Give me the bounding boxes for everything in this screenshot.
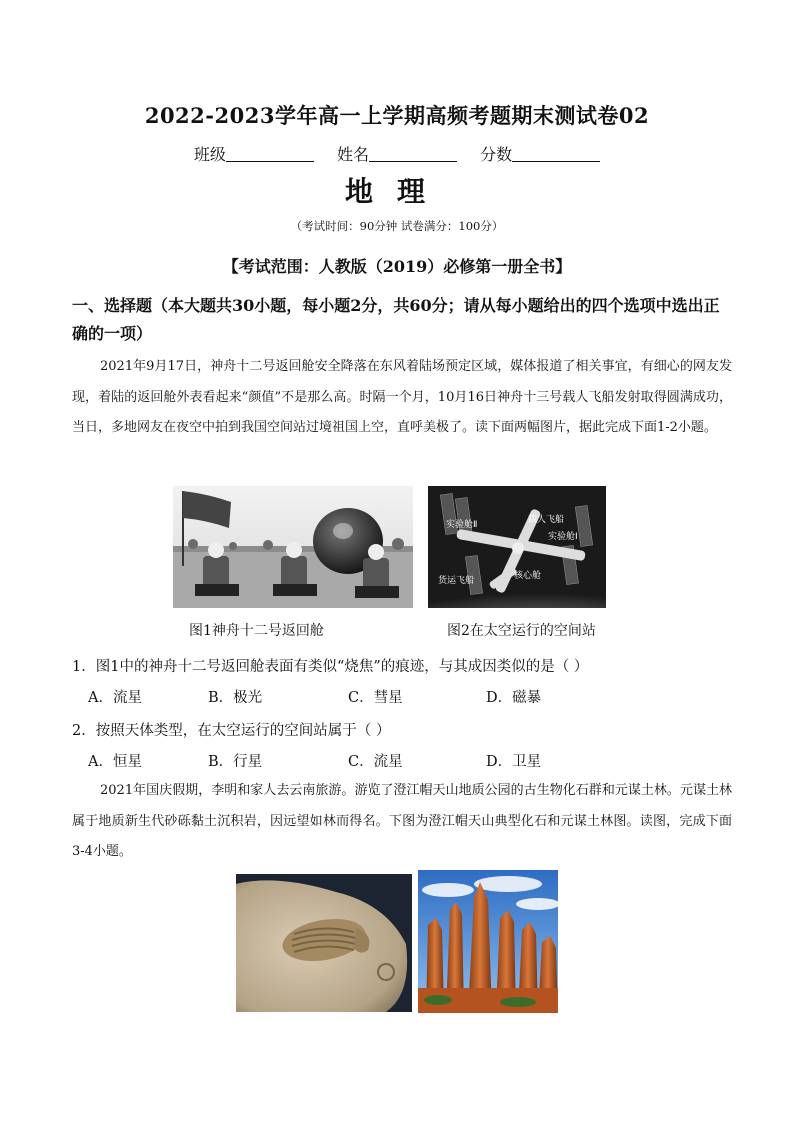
name-label: 姓名 [336, 145, 369, 164]
q2-option-a[interactable]: A．恒星 [88, 754, 142, 770]
question-2-stem: 2．按照天体类型，在太空运行的空间站属于（ ） [72, 723, 391, 739]
name-blank[interactable] [369, 145, 457, 162]
q2-option-b[interactable]: B．行星 [208, 754, 263, 770]
figure-1-caption: 图1神舟十二号返回舱 [189, 623, 324, 639]
passage-1: 2021年9月17日，神舟十二号返回舱安全降落在东风着陆场预定区域，媒体报道了相关事宜，有细心的网友发现，着陆的返回舱外表看起来“颜值”不是那么高。时隔一个月，10月16日神舟十三号载人飞船发射取得圆满成功，当日，多地网友在夜空中拍到我国空间站过境祖国上空，直呼美极了。读下面两幅图片，据此完成下面1-2小题。 [72, 359, 732, 435]
label-crew-ship: 载人飞船 [528, 515, 565, 525]
question-1-stem: 1．图1中的神舟十二号返回舱表面有类似“烧焦”的痕迹，与其成因类似的是（ ） [72, 659, 589, 675]
earth-forest-photo [418, 870, 558, 1013]
subject-title: 地理 [344, 175, 449, 208]
class-label: 班级 [193, 145, 226, 164]
score-label: 分数 [480, 145, 513, 164]
label-cargo-ship: 货运飞船 [438, 576, 475, 586]
exam-title: 2022-2023学年高一上学期高频考题期末测试卷02 [144, 103, 650, 128]
q1-option-d[interactable]: D．磁暴 [486, 690, 542, 706]
figure-2-station-photo [428, 486, 606, 608]
figure-1-capsule-photo [173, 486, 413, 608]
exam-time: （考试时间：90分钟 试卷满分：100分） [290, 219, 504, 233]
q1-option-b[interactable]: B．极光 [208, 690, 263, 706]
q2-option-c[interactable]: C．流星 [348, 754, 403, 770]
label-lab-2: 实验舱Ⅱ [446, 520, 478, 530]
exam-scope: 【考试范围：人教版（2019）必修第一册全书】 [222, 257, 572, 276]
q2-option-d[interactable]: D．卫星 [486, 754, 542, 770]
class-blank[interactable] [226, 145, 314, 162]
q1-option-c[interactable]: C．彗星 [348, 690, 403, 706]
section-heading: 一、选择题（本大题共30小题，每小题2分，共60分；请从每小题给出的四个选项中选出正确的一项） [72, 296, 720, 343]
passage-2: 2021年国庆假期，李明和家人去云南旅游。游览了澄江帽天山地质公园的古生物化石群和元谋土林。元谋土林属于地质新生代砂砾黏土沉积岩，因远望如林而得名。下图为澄江帽天山典型化石和元谋土林图。读图，完成下面3-4小题。 [72, 783, 732, 859]
fossil-photo [236, 874, 412, 1012]
figure-2-caption: 图2在太空运行的空间站 [447, 623, 596, 639]
label-lab-1: 实验舱Ⅰ [548, 532, 578, 542]
score-blank[interactable] [512, 145, 600, 162]
student-info-row [0, 142, 794, 165]
label-core-module: 核心舱 [514, 571, 542, 581]
q1-option-a[interactable]: A．流星 [88, 690, 142, 706]
